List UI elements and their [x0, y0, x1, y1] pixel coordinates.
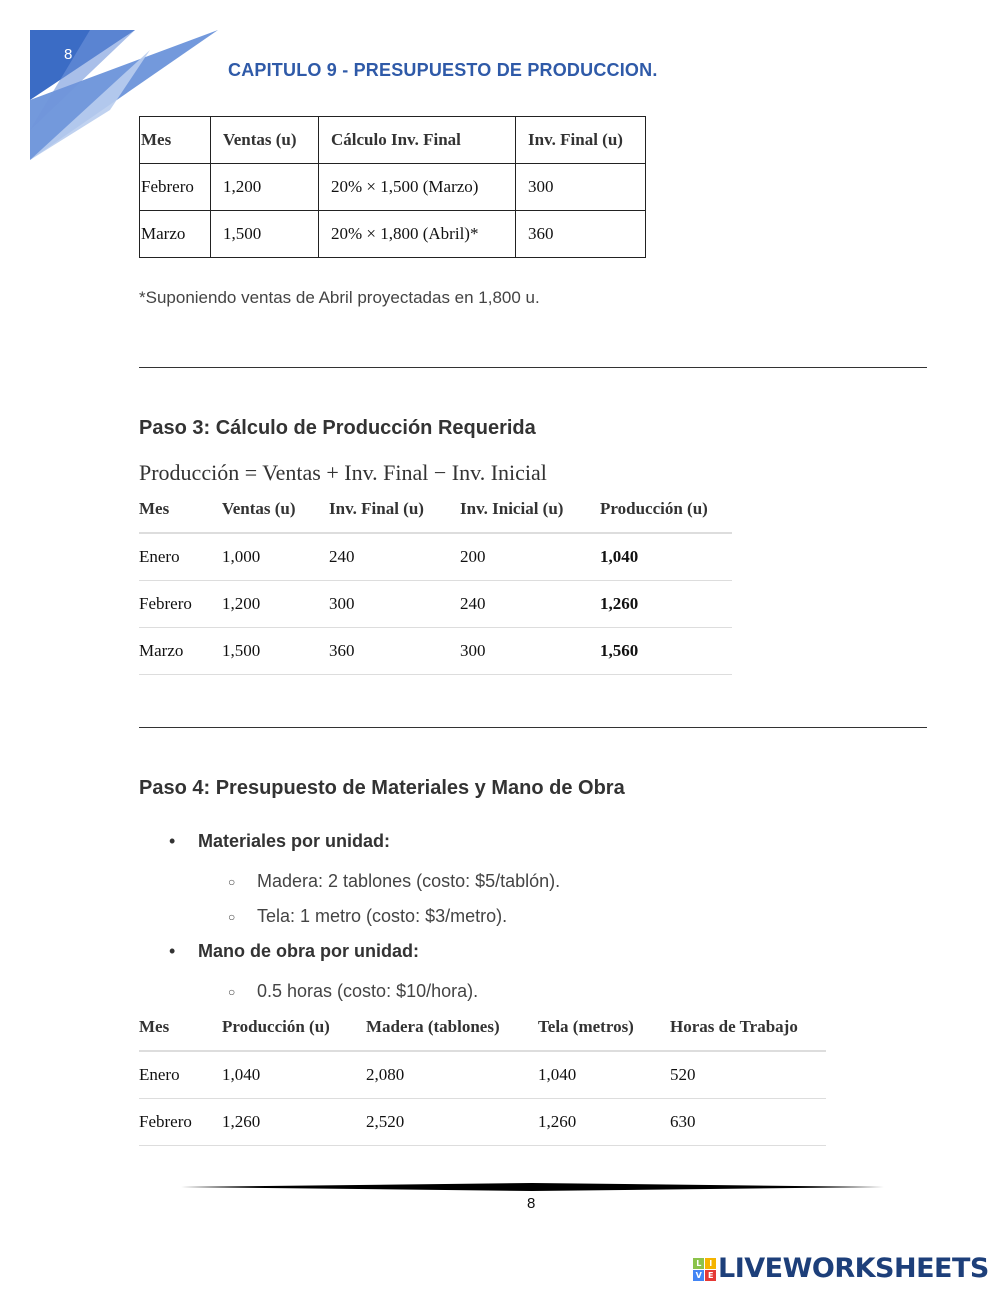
header-cell: Madera (tablones) — [366, 1004, 538, 1051]
header-cell: Inv. Final (u) — [329, 486, 460, 533]
table-header-row — [139, 1004, 826, 1051]
sub-text: 0.5 horas (costo: $10/hora). — [257, 981, 479, 1001]
cube-letter: L — [693, 1258, 704, 1269]
header-cell: Inv. Final (u) — [516, 117, 646, 164]
table-row — [139, 533, 732, 581]
cell: 1,500 — [222, 628, 329, 675]
cell: 300 — [329, 581, 460, 628]
header-cell: Inv. Inicial (u) — [460, 486, 600, 533]
table-row — [140, 211, 646, 258]
logo-text: LIVEWORKSHEETS — [718, 1253, 989, 1284]
sub-item — [228, 871, 561, 892]
chapter-title: CAPITULO 9 - PRESUPUESTO DE PRODUCCION. — [228, 60, 658, 80]
table-row — [139, 581, 732, 628]
sub-text: Madera: 2 tablones (costo: $5/tablón). — [257, 871, 561, 891]
header-cell: Mes — [140, 117, 211, 164]
footnote: *Suponiendo ventas de Abril proyectadas en 1,800 u. — [139, 288, 540, 307]
cell: 20% × 1,800 (Abril)* — [319, 211, 516, 258]
header-cell: Producción (u) — [222, 1004, 366, 1051]
cell: 1,040 — [538, 1051, 670, 1099]
materials-table — [139, 1004, 826, 1146]
cube-letter: V — [693, 1270, 704, 1281]
cell: 20% × 1,500 (Marzo) — [319, 164, 516, 211]
bullet-icon: • — [169, 941, 176, 961]
cell: 360 — [516, 211, 646, 258]
header-cell: Producción (u) — [600, 486, 732, 533]
header-cell: Mes — [139, 1004, 222, 1051]
header-page-number: 8 — [64, 46, 73, 63]
cell: Marzo — [140, 211, 211, 258]
cell: 520 — [670, 1051, 826, 1099]
cell: Febrero — [139, 1099, 222, 1146]
production-table — [139, 486, 732, 675]
cube-letter: E — [705, 1270, 716, 1281]
cell: 200 — [460, 533, 600, 581]
cell: 1,000 — [222, 533, 329, 581]
cell: 1,040 — [600, 533, 732, 581]
divider — [139, 727, 927, 728]
divider — [139, 367, 927, 368]
table-row — [140, 164, 646, 211]
sub-item — [228, 981, 479, 1002]
bullet-text: Mano de obra por unidad: — [198, 941, 419, 961]
step4-heading: Paso 4: Presupuesto de Materiales y Mano de Obra — [139, 777, 625, 799]
circle-bullet-icon: ○ — [228, 985, 236, 999]
cell: 630 — [670, 1099, 826, 1146]
cell: 1,500 — [211, 211, 319, 258]
sub-item — [228, 906, 508, 927]
table-header-row — [139, 486, 732, 533]
cell: 1,200 — [211, 164, 319, 211]
cell: 240 — [460, 581, 600, 628]
bullet-item — [169, 941, 419, 962]
inventory-table — [139, 116, 646, 258]
table-row — [139, 1051, 826, 1099]
table-header-row — [140, 117, 646, 164]
logo-cube-icon — [693, 1258, 716, 1281]
sub-text: Tela: 1 metro (costo: $3/metro). — [257, 906, 508, 926]
cell: Enero — [139, 1051, 222, 1099]
header-cell: Horas de Trabajo — [670, 1004, 826, 1051]
bullet-item — [169, 831, 391, 852]
cell: 360 — [329, 628, 460, 675]
step3-heading: Paso 3: Cálculo de Producción Requerida — [139, 417, 536, 439]
cell: 1,260 — [222, 1099, 366, 1146]
footer-divider — [181, 1183, 884, 1191]
cell: 300 — [460, 628, 600, 675]
cell: 2,520 — [366, 1099, 538, 1146]
production-formula: Producción = Ventas + Inv. Final − Inv. Inicial — [139, 460, 547, 485]
header-cell: Tela (metros) — [538, 1004, 670, 1051]
cell: 1,560 — [600, 628, 732, 675]
footer-page-number: 8 — [527, 1195, 536, 1212]
cell: Febrero — [140, 164, 211, 211]
bullet-text: Materiales por unidad: — [198, 831, 391, 851]
header-cell: Ventas (u) — [211, 117, 319, 164]
cell: 1,260 — [538, 1099, 670, 1146]
circle-bullet-icon: ○ — [228, 875, 236, 889]
cell: 1,260 — [600, 581, 732, 628]
cell: 1,200 — [222, 581, 329, 628]
header-cell: Cálculo Inv. Final — [319, 117, 516, 164]
cube-letter: I — [705, 1258, 716, 1269]
cell: Enero — [139, 533, 222, 581]
bullet-icon: • — [169, 831, 176, 851]
header-cell: Ventas (u) — [222, 486, 329, 533]
cell: 240 — [329, 533, 460, 581]
header-cell: Mes — [139, 486, 222, 533]
liveworksheets-logo — [693, 1253, 989, 1284]
table-row — [139, 1099, 826, 1146]
cell: 2,080 — [366, 1051, 538, 1099]
circle-bullet-icon: ○ — [228, 910, 236, 924]
cell: 300 — [516, 164, 646, 211]
cell: Febrero — [139, 581, 222, 628]
cell: Marzo — [139, 628, 222, 675]
cell: 1,040 — [222, 1051, 366, 1099]
table-row — [139, 628, 732, 675]
